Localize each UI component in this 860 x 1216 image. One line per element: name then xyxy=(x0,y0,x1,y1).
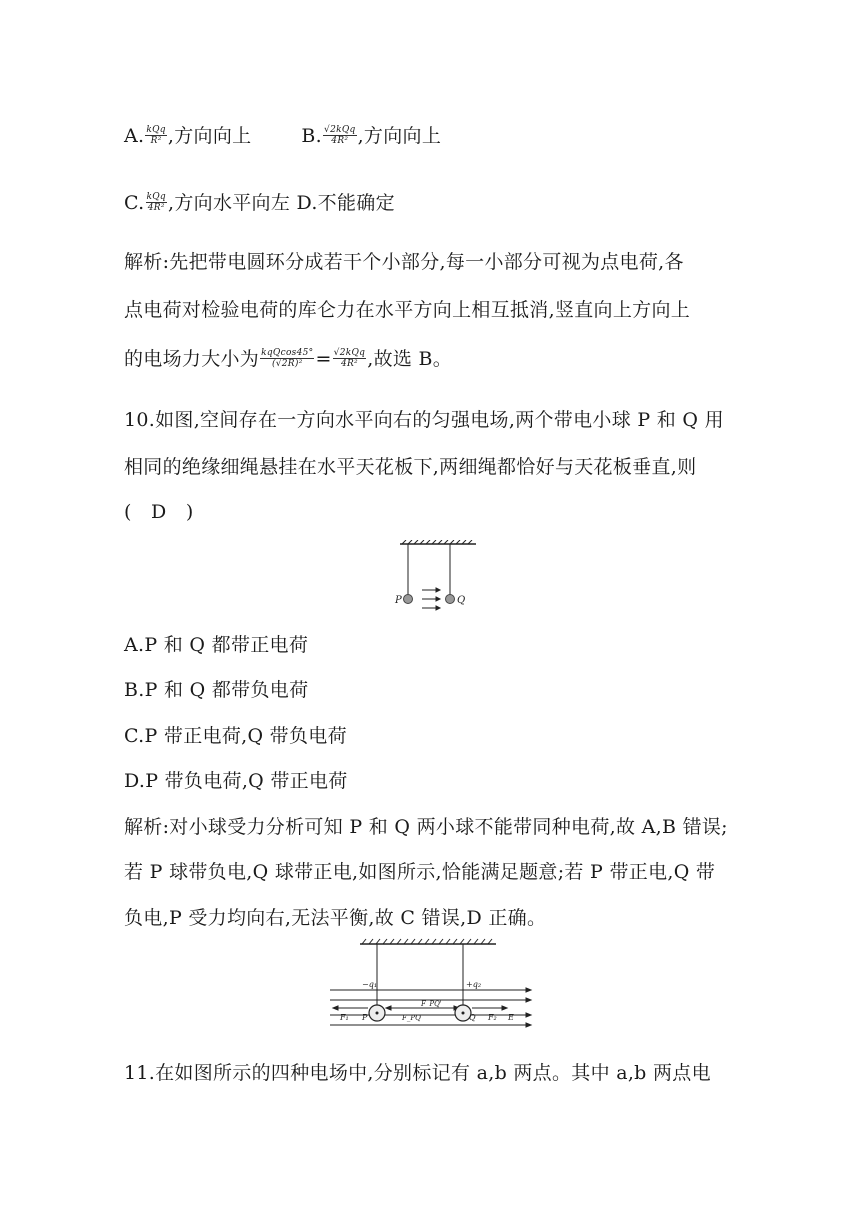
option-b-fraction xyxy=(323,125,357,146)
q10-stem-line-2: 相同的绝缘细绳悬挂在水平天花板下,两细绳都恰好与天花板垂直,则 xyxy=(124,456,697,478)
fraction-denominator: R² xyxy=(150,135,162,146)
solution-fraction-2 xyxy=(333,348,367,369)
q10-stem-line-1: 10.如图,空间存在一方向水平向右的匀强电场,两个带电小球 P 和 Q 用 xyxy=(124,409,724,431)
q9-solution-line-2: 点电荷对检验电荷的库仑力在水平方向上相互抵消,竖直向上方向上 xyxy=(124,299,691,321)
solution-prefix: 的电场力大小为 xyxy=(124,348,260,370)
option-a-label: A. xyxy=(124,125,145,147)
option-d-text: D.不能确定 xyxy=(296,192,395,214)
q10-option-b: B.P 和 Q 都带负电荷 xyxy=(124,679,309,701)
fraction-numerator: √2kQq xyxy=(333,347,366,358)
q10-answer-bracket: ( D ) xyxy=(124,501,194,523)
solution-suffix: ,故选 B。 xyxy=(367,348,453,370)
label-p: P xyxy=(362,1013,368,1022)
option-c-fraction xyxy=(146,192,168,213)
q10-solution-line-3: 负电,P 受力均向右,无法平衡,故 C 错误,D 正确。 xyxy=(124,907,547,929)
fraction-denominator: 4R² xyxy=(331,135,349,146)
label-fpq: F_PQ xyxy=(402,1014,421,1022)
q9-option-c-d xyxy=(124,191,395,215)
solution-fraction-1 xyxy=(260,348,314,369)
option-b-label: B. xyxy=(301,125,323,147)
q9-solution-line-3 xyxy=(124,347,452,371)
option-c-text: ,方向水平向左 xyxy=(168,192,291,214)
option-a-text: ,方向向上 xyxy=(167,125,252,147)
option-a-fraction xyxy=(145,125,167,146)
label-f1: F₁ xyxy=(340,1013,349,1022)
q10-solution-line-1: 解析:对小球受力分析可知 P 和 Q 两小球不能带同种电荷,故 A,B 错误; xyxy=(124,816,728,838)
option-c-label: C. xyxy=(124,192,145,214)
q10-figure-hanging-charges xyxy=(388,540,488,620)
label-f2: F₂ xyxy=(488,1013,497,1022)
label-plus-q2: +q₂ xyxy=(466,980,482,989)
fraction-denominator: 4R² xyxy=(147,202,165,213)
fraction-numerator: kQq xyxy=(146,124,166,135)
charge-q-ball xyxy=(446,595,455,604)
fraction-numerator: kQq xyxy=(146,191,166,202)
label-fpq-prime: F_PQ' xyxy=(421,1000,442,1008)
q11-stem-line-1: 11.在如图所示的四种电场中,分别标记有 a,b 两点。其中 a,b 两点电 xyxy=(124,1062,711,1084)
q10-solution-line-2: 若 P 球带负电,Q 球带正电,如图所示,恰能满足题意;若 P 带正电,Q 带 xyxy=(124,861,716,883)
label-e: E xyxy=(508,1013,514,1022)
equals-sign: = xyxy=(315,348,332,370)
charge-p-ball xyxy=(404,595,413,604)
q10-option-d: D.P 带负电荷,Q 带正电荷 xyxy=(124,770,348,792)
label-minus-q1: −q₁ xyxy=(362,980,378,989)
fraction-denominator: 4R² xyxy=(340,358,358,369)
label-q: Q xyxy=(457,595,466,606)
fraction-numerator: √2kQq xyxy=(324,124,356,135)
label-q: Q xyxy=(469,1013,476,1022)
q10-option-c: C.P 带正电荷,Q 带负电荷 xyxy=(124,725,347,747)
q9-solution-line-1: 解析:先把带电圆环分成若干个小部分,每一小部分可视为点电荷,各 xyxy=(124,251,684,273)
fraction-denominator: (√2R)² xyxy=(271,358,303,369)
q10-figure-force-analysis xyxy=(326,938,536,1048)
label-p: P xyxy=(395,595,402,606)
q9-option-a xyxy=(124,124,441,148)
option-b-text: ,方向向上 xyxy=(357,125,442,147)
fraction-numerator: kqQcos45° xyxy=(261,347,314,358)
q10-option-a: A.P 和 Q 都带正电荷 xyxy=(124,634,309,656)
